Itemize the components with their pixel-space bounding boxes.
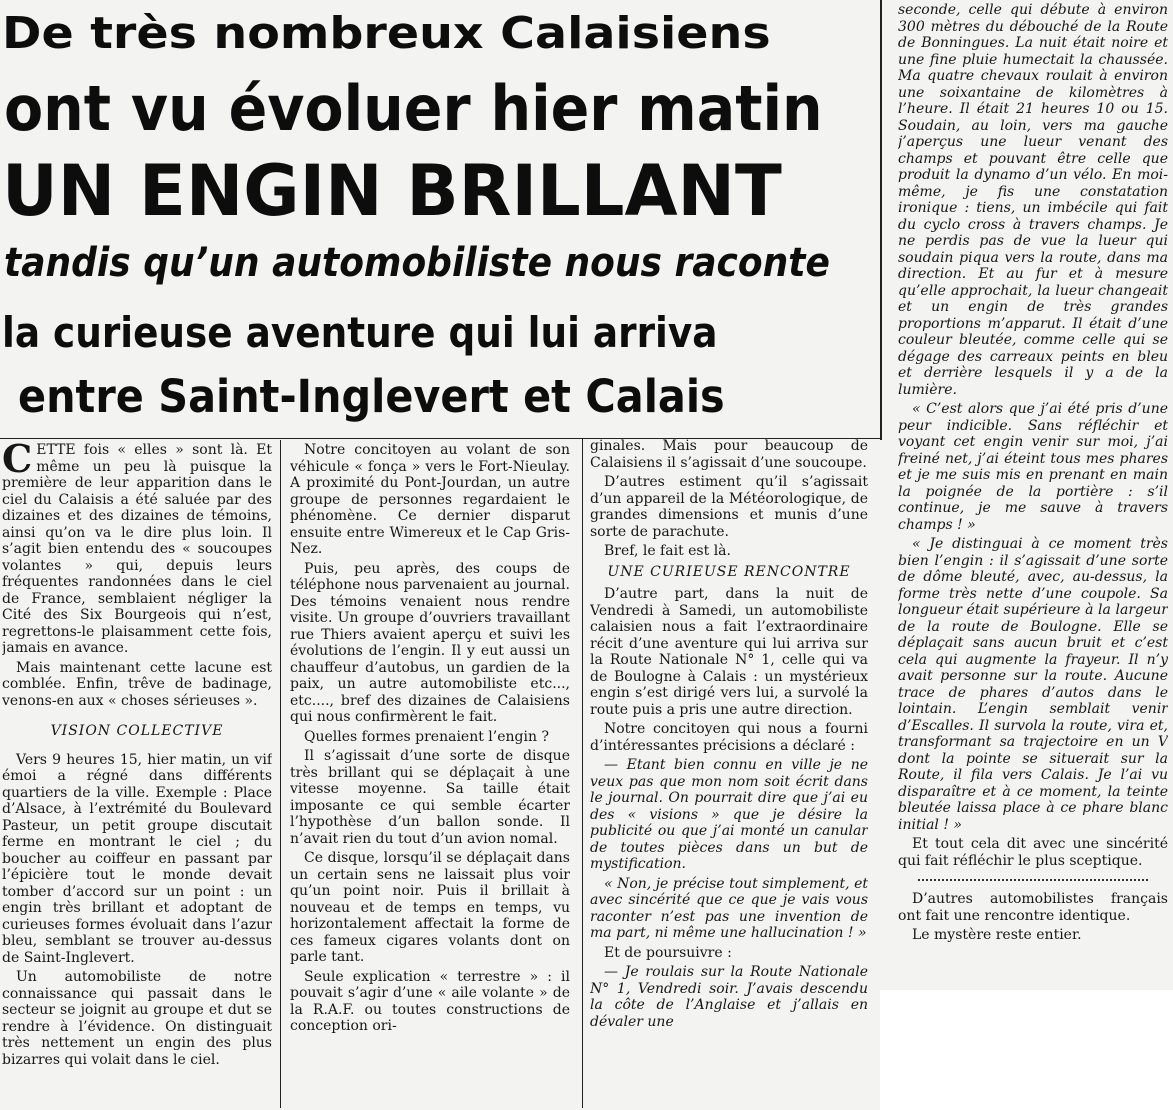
paragraph: Bref, le fait est là. [604,543,731,559]
paragraph: Et tout cela dit avec une sincérité qui fait réfléchir le plus sceptique. [898,836,1168,869]
paragraph: Et de poursuivre : [604,944,732,961]
column-divider-2 [582,438,583,1108]
paragraph: Ce disque, lorsqu’il se déplaçait dans un certain sens ne laissait plus voir qu’un point noir. Puis il brillait à nouveau et de temps en temps, vu horizontalement affectait la forme de ces fameux cigares volants dont on parle tant. [290,850,570,965]
paragraph: CETTE fois « elles » sont là. Et même un peu là puisque la première de leur apparition dans le ciel du Calaisis a été saluée par des dizaines et des dizaines de témoins, ainsi qu’on va le dire plus loin. Il s’agit bien entendu des « soucoupes volantes » qui, depuis leurs fréquentes randonnées dans le ciel de France, semblaient négliger la Cité des Six Bourgeois qui n’est, regrettons-le plaisamment cette fois, jamais en avance. [2,442,272,656]
paragraph: D’autres automobilistes français ont fait une rencontre identique. [898,891,1168,924]
paragraph: Puis, peu après, des coups de téléphone nous parvenaient au journal. Des témoins venaient nous rendre visite. Un groupe d’ouvriers travaillant rue Thiers avaient aperçu et suivi les évolutions de l’engin. Il y eut aussi un chauffeur d’autobus, un gardien de la paix, un autre automobiliste etc..., etc...., bref des dizaines de Calaisiens qui nous confirmèrent le fait. [290,560,570,725]
paragraph: Mais maintenant cette lacune est comblée. Enfin, trêve de badinage, venons-en aux « choses sérieuses ». [2,659,272,709]
dotted-separator [918,879,1148,881]
headline-line-5: la curieuse aventure qui lui arriva [2,308,718,357]
article-column-2 [290,442,570,1108]
column-divider-1 [280,440,281,1108]
article-column-4 [898,2,1168,987]
headline-line-4: tandis qu’un automobiliste nous raconte [4,240,830,286]
paragraph: « Non, je précise tout simplement, et avec sincérité que ce que je vais vous raconter n’est pas une invention de ma part, ni même une hallucination ! » [590,875,868,941]
drop-cap: C [2,442,33,481]
paragraph: Notre concitoyen au volant de son véhicule « fonça » vers le Fort-Nieulay. A proximité du Pont-Jourdan, un autre groupe de personnes regardaient le phénomène. Ce dernier disparut ensuite entre Wimereux et le Cap Gris-Nez. [290,442,570,557]
paragraph: — Etant bien connu en ville je ne veux pas que mon nom soit écrit dans le journal. On pourrait dire que j’ai eu des « visions » que je désire la publicité ou que j’ai monté un canular de toutes pièces dans un but de mystification. [590,757,868,872]
paragraph: Le mystère reste entier. [912,927,1082,943]
paragraph: « C’est alors que j’ai été pris d’une peur indicible. Sans réfléchir et voyant cet engin venir sur moi, j’ai freiné net, j’ai éteint tous mes phares et je me suis mis en prenant en main la poignée de la portière : s’il continue, je me sauve à travers champs ! » [898,401,1168,533]
paragraph: — Je roulais sur la Route Nationale N° 1, Vendredi soir. J’avais descendu la côte de l’Anglaise et j’allais en dévaler une [590,964,868,1030]
column-divider-3 [880,0,882,440]
paragraph: D’autre part, dans la nuit de Vendredi à Samedi, un automobiliste calaisien nous a fait l’extraordinaire récit d’une aventure qui lui arriva sur la Route Nationale N° 1, celle qui va de Boulogne à Calais : un mystérieux engin s’est dirigé vers lui, a survolé la route puis a pris une autre direction. [590,586,868,718]
headline-line-6: entre Saint-Inglevert et Calais [18,370,725,423]
paragraph: Seule explication « terrestre » : il pouvait s’agir d’une « aile volante » de la R.A.F. ou toutes constructions de conception ori- [290,968,570,1034]
section-heading: VISION COLLECTIVE [50,723,224,739]
paragraph: « Je distinguai à ce moment très bien l’engin : il s’agissait d’une sorte de dôme bleuté, avec, au-dessus, la forme très nette d’une coupole. Sa longueur était supérieure à la largeur de la route de Boulogne. Elle se déplaçait sans aucun bruit et c’est cela qui augmente la frayeur. Il n’y avait personne sur la route. Aucune trace de phares d’autos dans le lointain. L’engin semblait venir d’Escalles. Il survola la route, vira et, transformant sa trajectoire en un V dont la pointe se situerait sur la Route, il fila vers Calais. Je l’ai vu disparaître et à ce moment, la teinte bleutée laissa place à ce phare blanc initial ! » [898,536,1168,833]
article-column-3 [590,438,868,1108]
section-heading: UNE CURIEUSE RENCONTRE [607,563,851,580]
paragraph: seconde, celle qui débute à environ 300 mètres du débouché de la Route de Bonningues. La nuit était noire et une fine pluie humectait la chaussée. Ma quatre chevaux roulait à environ une soixantaine de kilomètres à l’heure. Il était 21 heures 10 ou 15. Soudain, au loin, vers ma gauche j’aperçus une lueur venant des champs et pouvant être celle que produit la dynamo d’un vélo. En moi-même, je fis une constatation ironique : tiens, un imbécile qui fait du cyclo cross à travers champs. Je ne perdis pas de vue la lueur qui soudain piqua vers la route, dans ma direction. Et au fur et à mesure qu’elle approchait, la lueur changeait et un engin de très grandes proportions m’apparut. Il était d’une couleur bleutée, comme celle qui se dégage des carreaux peints en bleu et derrière lesquels il y a de la lumière. [898,2,1168,398]
paragraph: Il s’agissait d’une sorte de disque très brillant qui se déplaçait à une vitesse moyenne. Sa taille était imposante ce qui semble écarter l’hypothèse d’un ballon sonde. Il n’avait rien du tout d’un avion nomal. [290,748,570,847]
article-column-1 [2,442,272,1108]
paragraph: D’autres estiment qu’il s’agissait d’un appareil de la Météorologique, de grandes dimensions et munis d’une sorte de parachute. [590,474,868,540]
headline-line-1: De très nombreux Calaisiens [2,8,771,59]
paragraph: Vers 9 heures 15, hier matin, un vif émoi a régné dans différents quartiers de la ville. Exemple : Place d’Alsace, à l’extrémité du Boulevard Pasteur, un petit groupe discutait ferme en montrant le ciel ; du boucher au coiffeur en passant par l’épicière tout le monde devait tomber d’accord sur un point : un engin très brillant et adoptant de curieuses formes évoluait dans l’azur bleu, semblant se trouver au-dessus de Saint-Inglevert. [2,751,272,966]
paragraph: Un automobiliste de notre connaissance qui passait dans le secteur se joignit au groupe et dut se rendre à l’évidence. On distinguait très nettement un engin des plus bizarres qui volait dans le ciel. [2,969,272,1068]
headline-line-2: ont vu évoluer hier matin [4,72,823,145]
paragraph: Notre concitoyen qui nous a fourni d’intéressantes précisions a déclaré : [590,721,868,754]
paragraph: ginales. Mais pour beaucoup de Calaisiens il s’agissait d’une soucoupe. [590,438,868,471]
headline-main-title: UN ENGIN BRILLANT [2,150,782,232]
paragraph: Quelles formes prenaient l’engin ? [304,728,549,745]
